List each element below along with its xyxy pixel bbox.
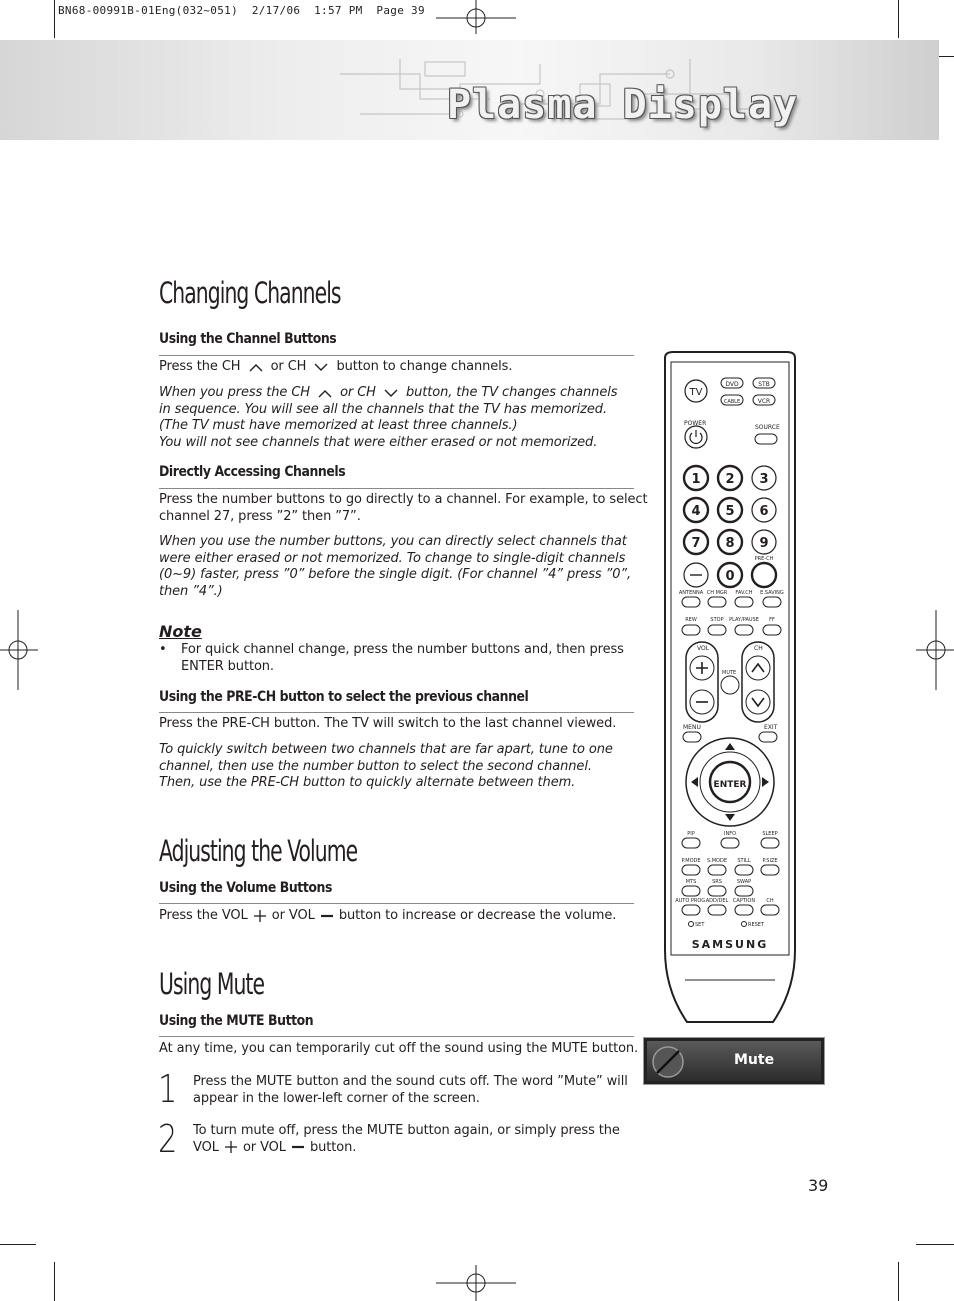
- paragraph: Press the CH or CH button to change channels.: [159, 359, 513, 374]
- remote-label: SWAP: [736, 879, 752, 885]
- remote-label: CAPTION: [732, 898, 756, 904]
- step-number: 1: [158, 1067, 178, 1111]
- remote-digit-0: 0: [725, 569, 735, 584]
- remote-menu-label: MENU: [683, 724, 701, 731]
- subheading-mute-button: Using the MUTE Button: [159, 1013, 314, 1029]
- note-bullet: • For quick channel change, press the number buttons and, then press ENTER button.: [159, 642, 624, 674]
- registration-mark: [436, 1265, 516, 1301]
- italic-paragraph: To quickly switch between two channels that are far apart, tune to one channel, then use the number button to select the second channel. Then, use the PRE-CH button to quickly alternate between them.: [159, 742, 613, 790]
- crop-mark: [916, 1244, 954, 1245]
- remote-digit-3: 3: [759, 472, 769, 487]
- remote-digit-1: 1: [691, 472, 701, 487]
- vol-minus-icon: [319, 909, 335, 923]
- remote-label: INFO: [723, 831, 737, 837]
- remote-label: ADD/DEL: [705, 898, 729, 904]
- remote-label: REW: [685, 617, 697, 623]
- remote-reset-label: RESET: [748, 922, 765, 928]
- remote-brand-logo: SAMSUNG: [691, 938, 769, 951]
- remote-vcr-label: VCR: [757, 398, 771, 405]
- vol-plus-icon: [223, 1140, 239, 1154]
- remote-digit-4: 4: [691, 504, 701, 519]
- divider: [159, 1036, 634, 1037]
- remote-label: FF: [769, 617, 775, 623]
- remote-label: E.SAVING: [760, 590, 784, 596]
- paragraph: Press the VOL or VOL button to increase or decrease the volume.: [159, 908, 617, 923]
- remote-tv-label: TV: [689, 387, 703, 398]
- remote-digit-5: 5: [725, 504, 735, 519]
- divider: [159, 903, 634, 904]
- remote-cable-label: CABLE: [723, 399, 741, 405]
- subheading-prech: Using the PRE-CH button to select the previous channel: [159, 689, 529, 705]
- remote-label: SLEEP: [762, 831, 778, 837]
- paragraph: Press the number buttons to go directly to a channel. For example, to select channel 27, press ”2” then ”7”.: [159, 492, 648, 524]
- ch-up-icon: [245, 361, 267, 373]
- step-text: Press the MUTE button and the sound cuts off. The word ”Mute” will appear in the lower-left corner of the screen.: [193, 1074, 628, 1106]
- print-slug: BN68-00991B-01Eng(032~051) 2/17/06 1:57 PM Page 39: [58, 4, 425, 17]
- remote-label: SRS: [712, 879, 722, 885]
- remote-label: CH: [766, 898, 774, 904]
- remote-ch-label: CH: [754, 645, 763, 652]
- remote-control-illustration: [655, 350, 805, 1025]
- subheading-channel-buttons: Using the Channel Buttons: [159, 331, 337, 347]
- remote-power-label: POWER: [684, 420, 707, 427]
- remote-label: P.MODE: [681, 858, 701, 864]
- italic-paragraph: When you use the number buttons, you can directly select channels that were either erased or not memorized. To change to single-digit channels (0~9) faster, press ”0” before the single digit. (For channel ”4” press ”0”, then ”4”.): [159, 534, 632, 599]
- remote-source-label: SOURCE: [755, 424, 780, 431]
- remote-exit-label: EXIT: [764, 724, 778, 731]
- section-title-adjusting-volume: Adjusting the Volume: [159, 834, 358, 868]
- ch-down-icon: [310, 361, 332, 373]
- divider: [159, 355, 634, 356]
- ch-down-icon: [380, 387, 402, 399]
- subheading-volume-buttons: Using the Volume Buttons: [159, 880, 332, 896]
- remote-label: STILL: [737, 858, 751, 864]
- subheading-direct-access: Directly Accessing Channels: [159, 464, 346, 480]
- remote-label: S.MODE: [706, 858, 728, 864]
- remote-digit-6: 6: [759, 504, 769, 519]
- crop-mark: [0, 1244, 36, 1245]
- remote-stb-label: STB: [758, 381, 770, 388]
- remote-digit-2: 2: [725, 472, 735, 487]
- osd-label: Mute: [734, 1052, 775, 1068]
- divider: [159, 488, 634, 489]
- remote-dvd-label: DVD: [725, 381, 739, 388]
- remote-label: CH MGR: [706, 590, 728, 596]
- remote-label: PIP: [687, 831, 695, 837]
- crop-mark: [898, 0, 899, 38]
- divider: [159, 712, 634, 713]
- remote-digit-9: 9: [759, 536, 769, 551]
- step-number: 2: [158, 1117, 178, 1161]
- registration-mark: [436, 0, 516, 36]
- vol-minus-icon: [290, 1140, 306, 1154]
- remote-label: ANTENNA: [678, 590, 704, 596]
- section-title-using-mute: Using Mute: [159, 967, 265, 1001]
- remote-label: MTS: [685, 879, 697, 885]
- remote-digit-7: 7: [691, 536, 701, 551]
- note-heading: Note: [159, 622, 202, 641]
- crop-mark: [54, 0, 55, 38]
- paragraph: Press the PRE-CH button. The TV will switch to the last channel viewed.: [159, 716, 617, 731]
- italic-paragraph: When you press the CH or CH button, the TV changes channels in sequence. You will see all the channels that the TV has memorized. (The TV must have memorized at least three channels.) You will not see channels that were either erased or not memorized.: [159, 385, 618, 450]
- remote-prech-label: PRE-CH: [754, 556, 774, 562]
- step-text: To turn mute off, press the MUTE button again, or simply press the VOL or VOL button.: [193, 1123, 620, 1155]
- remote-mute-label: MUTE: [722, 670, 737, 676]
- section-title-changing-channels: Changing Channels: [159, 276, 341, 310]
- mute-osd-indicator: [643, 1037, 825, 1085]
- banner-title: Plasma Display: [447, 82, 799, 128]
- remote-digit-8: 8: [725, 536, 735, 551]
- page-number: 39: [808, 1176, 829, 1195]
- remote-set-label: SET: [695, 922, 705, 928]
- ch-up-icon: [314, 387, 336, 399]
- vol-plus-icon: [252, 909, 268, 923]
- remote-label: STOP: [710, 617, 724, 623]
- mute-icon: [650, 1044, 686, 1080]
- remote-label: PLAY/PAUSE: [729, 617, 759, 623]
- registration-mark: [0, 610, 38, 690]
- registration-mark: [916, 610, 954, 690]
- remote-enter-label: ENTER: [713, 780, 747, 790]
- remote-label: P.SIZE: [762, 858, 778, 864]
- remote-label: FAV.CH: [735, 590, 753, 596]
- paragraph: At any time, you can temporarily cut off the sound using the MUTE button.: [159, 1041, 639, 1056]
- remote-vol-label: VOL: [697, 645, 710, 652]
- crop-mark: [898, 1262, 899, 1301]
- remote-label: AUTO PROG.: [675, 898, 707, 904]
- crop-mark: [54, 1262, 55, 1301]
